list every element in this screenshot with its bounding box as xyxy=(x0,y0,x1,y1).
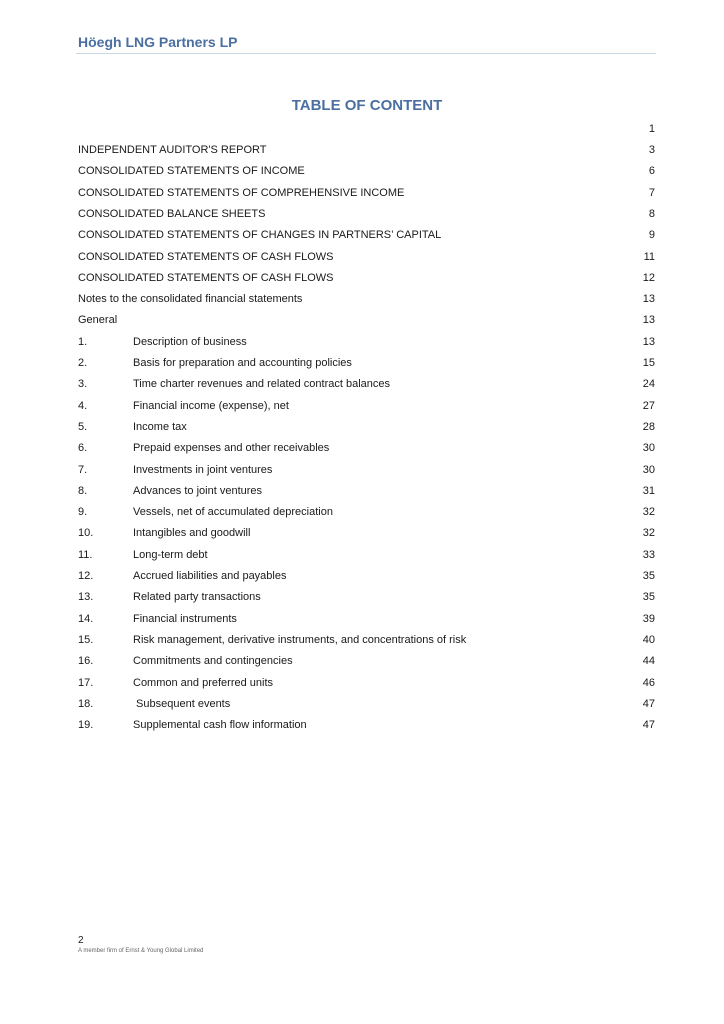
toc-entry-page: 31 xyxy=(642,484,655,497)
toc-entry[interactable] xyxy=(78,547,655,563)
toc-entry-label: CONSOLIDATED STATEMENTS OF INCOME xyxy=(78,165,305,178)
toc-entry[interactable] xyxy=(78,270,655,286)
toc-entry-page: 30 xyxy=(642,442,655,455)
toc-entry-number: 3. xyxy=(78,378,88,391)
toc-entry-label: Risk management, derivative instruments, and concentrations of risk xyxy=(133,633,467,646)
toc-entry[interactable] xyxy=(78,227,655,243)
toc-entry-label: Related party transactions xyxy=(133,591,261,604)
toc-entry-number: 10. xyxy=(78,527,94,540)
toc-entry-page: 7 xyxy=(648,186,655,199)
toc-entry-page: 28 xyxy=(642,420,655,433)
toc-title: TABLE OF CONTENT xyxy=(291,97,443,114)
toc-entry[interactable] xyxy=(78,717,655,733)
toc-entry[interactable] xyxy=(78,142,655,158)
toc-entry-page: 33 xyxy=(642,548,655,561)
toc-entry-number: 11. xyxy=(78,548,93,561)
header-divider xyxy=(76,53,656,54)
toc-entry-number: 1. xyxy=(78,335,88,348)
footer-firm-note: A member firm of Ernst & Young Global Limited xyxy=(78,948,204,954)
toc-entry-label: Intangibles and goodwill xyxy=(133,527,251,540)
toc-entry-label: Long-term debt xyxy=(133,548,208,561)
toc-entry-label: Prepaid expenses and other receivables xyxy=(133,442,330,455)
toc-entry-number: 12. xyxy=(78,570,94,582)
toc-entry-label: Investments in joint ventures xyxy=(133,463,273,476)
toc-entry[interactable] xyxy=(78,525,655,541)
toc-entry-number: 17. xyxy=(78,676,94,689)
toc-entry[interactable] xyxy=(78,653,655,669)
toc-entry-label: Description of business xyxy=(133,335,247,348)
toc-entry-label: General xyxy=(78,314,118,327)
toc-entry[interactable] xyxy=(78,398,655,414)
toc-entry-page: 47 xyxy=(642,719,655,732)
toc-entry-page: 15 xyxy=(642,357,655,369)
toc-entry[interactable] xyxy=(78,462,655,478)
toc-entry[interactable] xyxy=(78,440,655,456)
toc-entry-number: 13. xyxy=(78,591,94,604)
toc-page-number: 1 xyxy=(648,123,655,135)
toc-entry-label: CONSOLIDATED STATEMENTS OF CASH FLOWS xyxy=(78,271,334,284)
toc-entry-number: 5. xyxy=(78,420,88,433)
toc-entry-page: 13 xyxy=(642,335,655,348)
toc-entry-number: 19. xyxy=(78,719,94,732)
toc-entry-label: Vessels, net of accumulated depreciation xyxy=(133,506,333,519)
toc-entry-label: CONSOLIDATED STATEMENTS OF CASH FLOWS xyxy=(78,250,334,263)
toc-entry-label: Supplemental cash flow information xyxy=(133,719,307,732)
document-header-title: Höegh LNG Partners LP xyxy=(78,34,238,50)
toc-entry-page: 35 xyxy=(642,591,655,604)
toc-entry-page: 35 xyxy=(642,570,655,582)
toc-entry[interactable] xyxy=(78,696,655,712)
toc-entry-number: 7. xyxy=(78,463,88,476)
toc-entry-page: 12 xyxy=(642,271,655,284)
toc-entry[interactable] xyxy=(78,504,655,520)
toc-entry-page: 47 xyxy=(642,697,655,710)
toc-entry-number: 18. xyxy=(78,697,94,710)
footer-page-number: 2 xyxy=(78,935,84,946)
toc-entry-page: 39 xyxy=(642,612,655,625)
toc-entry-label: Commitments and contingencies xyxy=(133,655,293,668)
toc-entry-page: 32 xyxy=(642,527,655,540)
toc-entry-label: Income tax xyxy=(133,420,187,433)
toc-entry-page: 3 xyxy=(648,144,655,156)
toc-entry-number: 14. xyxy=(78,612,94,625)
toc-entry-page: 30 xyxy=(642,463,655,476)
toc-entry-number: 2. xyxy=(78,357,88,369)
toc-entry-label: Advances to joint ventures xyxy=(133,484,263,497)
toc-entry-label: Time charter revenues and related contract balances xyxy=(133,378,391,391)
toc-entry[interactable] xyxy=(78,611,655,627)
toc-entry-number: 9. xyxy=(78,506,88,519)
toc-entry-number: 15. xyxy=(78,633,94,646)
toc-entry-page: 11 xyxy=(643,250,655,263)
toc-entry-page: 13 xyxy=(642,293,655,306)
toc-entry[interactable] xyxy=(78,419,655,435)
toc-entry-page: 27 xyxy=(642,399,655,412)
toc-entry-label: Subsequent events xyxy=(133,697,231,710)
toc-entry[interactable] xyxy=(78,163,655,179)
toc-entry-label: Common and preferred units xyxy=(133,676,274,689)
toc-entry[interactable] xyxy=(78,376,655,392)
toc-entry-page: 46 xyxy=(642,676,655,689)
toc-entry-page: 32 xyxy=(642,506,655,519)
toc-entry-label: CONSOLIDATED STATEMENTS OF COMPREHENSIVE INCOME xyxy=(78,186,405,199)
toc-entry-label: Financial instruments xyxy=(133,612,237,625)
toc-entry-label: Accrued liabilities and payables xyxy=(133,570,287,582)
toc-entry[interactable] xyxy=(78,568,655,584)
toc-entry-page: 9 xyxy=(648,229,655,242)
toc-entry[interactable] xyxy=(78,291,655,307)
toc-entry[interactable] xyxy=(78,355,655,371)
toc-entry[interactable] xyxy=(78,312,655,328)
toc-entry[interactable] xyxy=(78,206,655,222)
toc-entry-number: 8. xyxy=(78,484,88,497)
toc-entry-page: 40 xyxy=(642,633,655,646)
toc-entry-number: 16. xyxy=(78,655,94,668)
toc-entry-page: 8 xyxy=(648,207,655,220)
toc-entry[interactable] xyxy=(78,334,655,350)
toc-entry[interactable] xyxy=(78,675,655,691)
toc-entry[interactable] xyxy=(78,249,655,265)
toc-entry-label: Notes to the consolidated financial statements xyxy=(78,293,303,306)
toc-entry-page: 44 xyxy=(642,655,655,668)
toc-entry-number: 6. xyxy=(78,442,88,455)
toc-entry-number: 4. xyxy=(78,399,88,412)
toc-entry-label: CONSOLIDATED BALANCE SHEETS xyxy=(78,207,266,220)
toc-entry-label: Financial income (expense), net xyxy=(133,399,289,412)
toc-entry-label: INDEPENDENT AUDITOR'S REPORT xyxy=(78,144,267,156)
toc-entry-label: Basis for preparation and accounting policies xyxy=(133,357,352,369)
toc-entry-label: CONSOLIDATED STATEMENTS OF CHANGES IN PARTNERS’ CAPITAL xyxy=(78,229,442,242)
toc-entry-page: 6 xyxy=(648,165,655,178)
toc-entry[interactable] xyxy=(78,632,655,648)
toc-entry[interactable] xyxy=(78,185,655,201)
toc-entry[interactable] xyxy=(78,589,655,605)
toc-first-page-row xyxy=(78,121,655,137)
toc-entry-page: 13 xyxy=(642,314,655,327)
toc-entry-page: 24 xyxy=(642,378,655,391)
toc-entry[interactable] xyxy=(78,483,655,499)
